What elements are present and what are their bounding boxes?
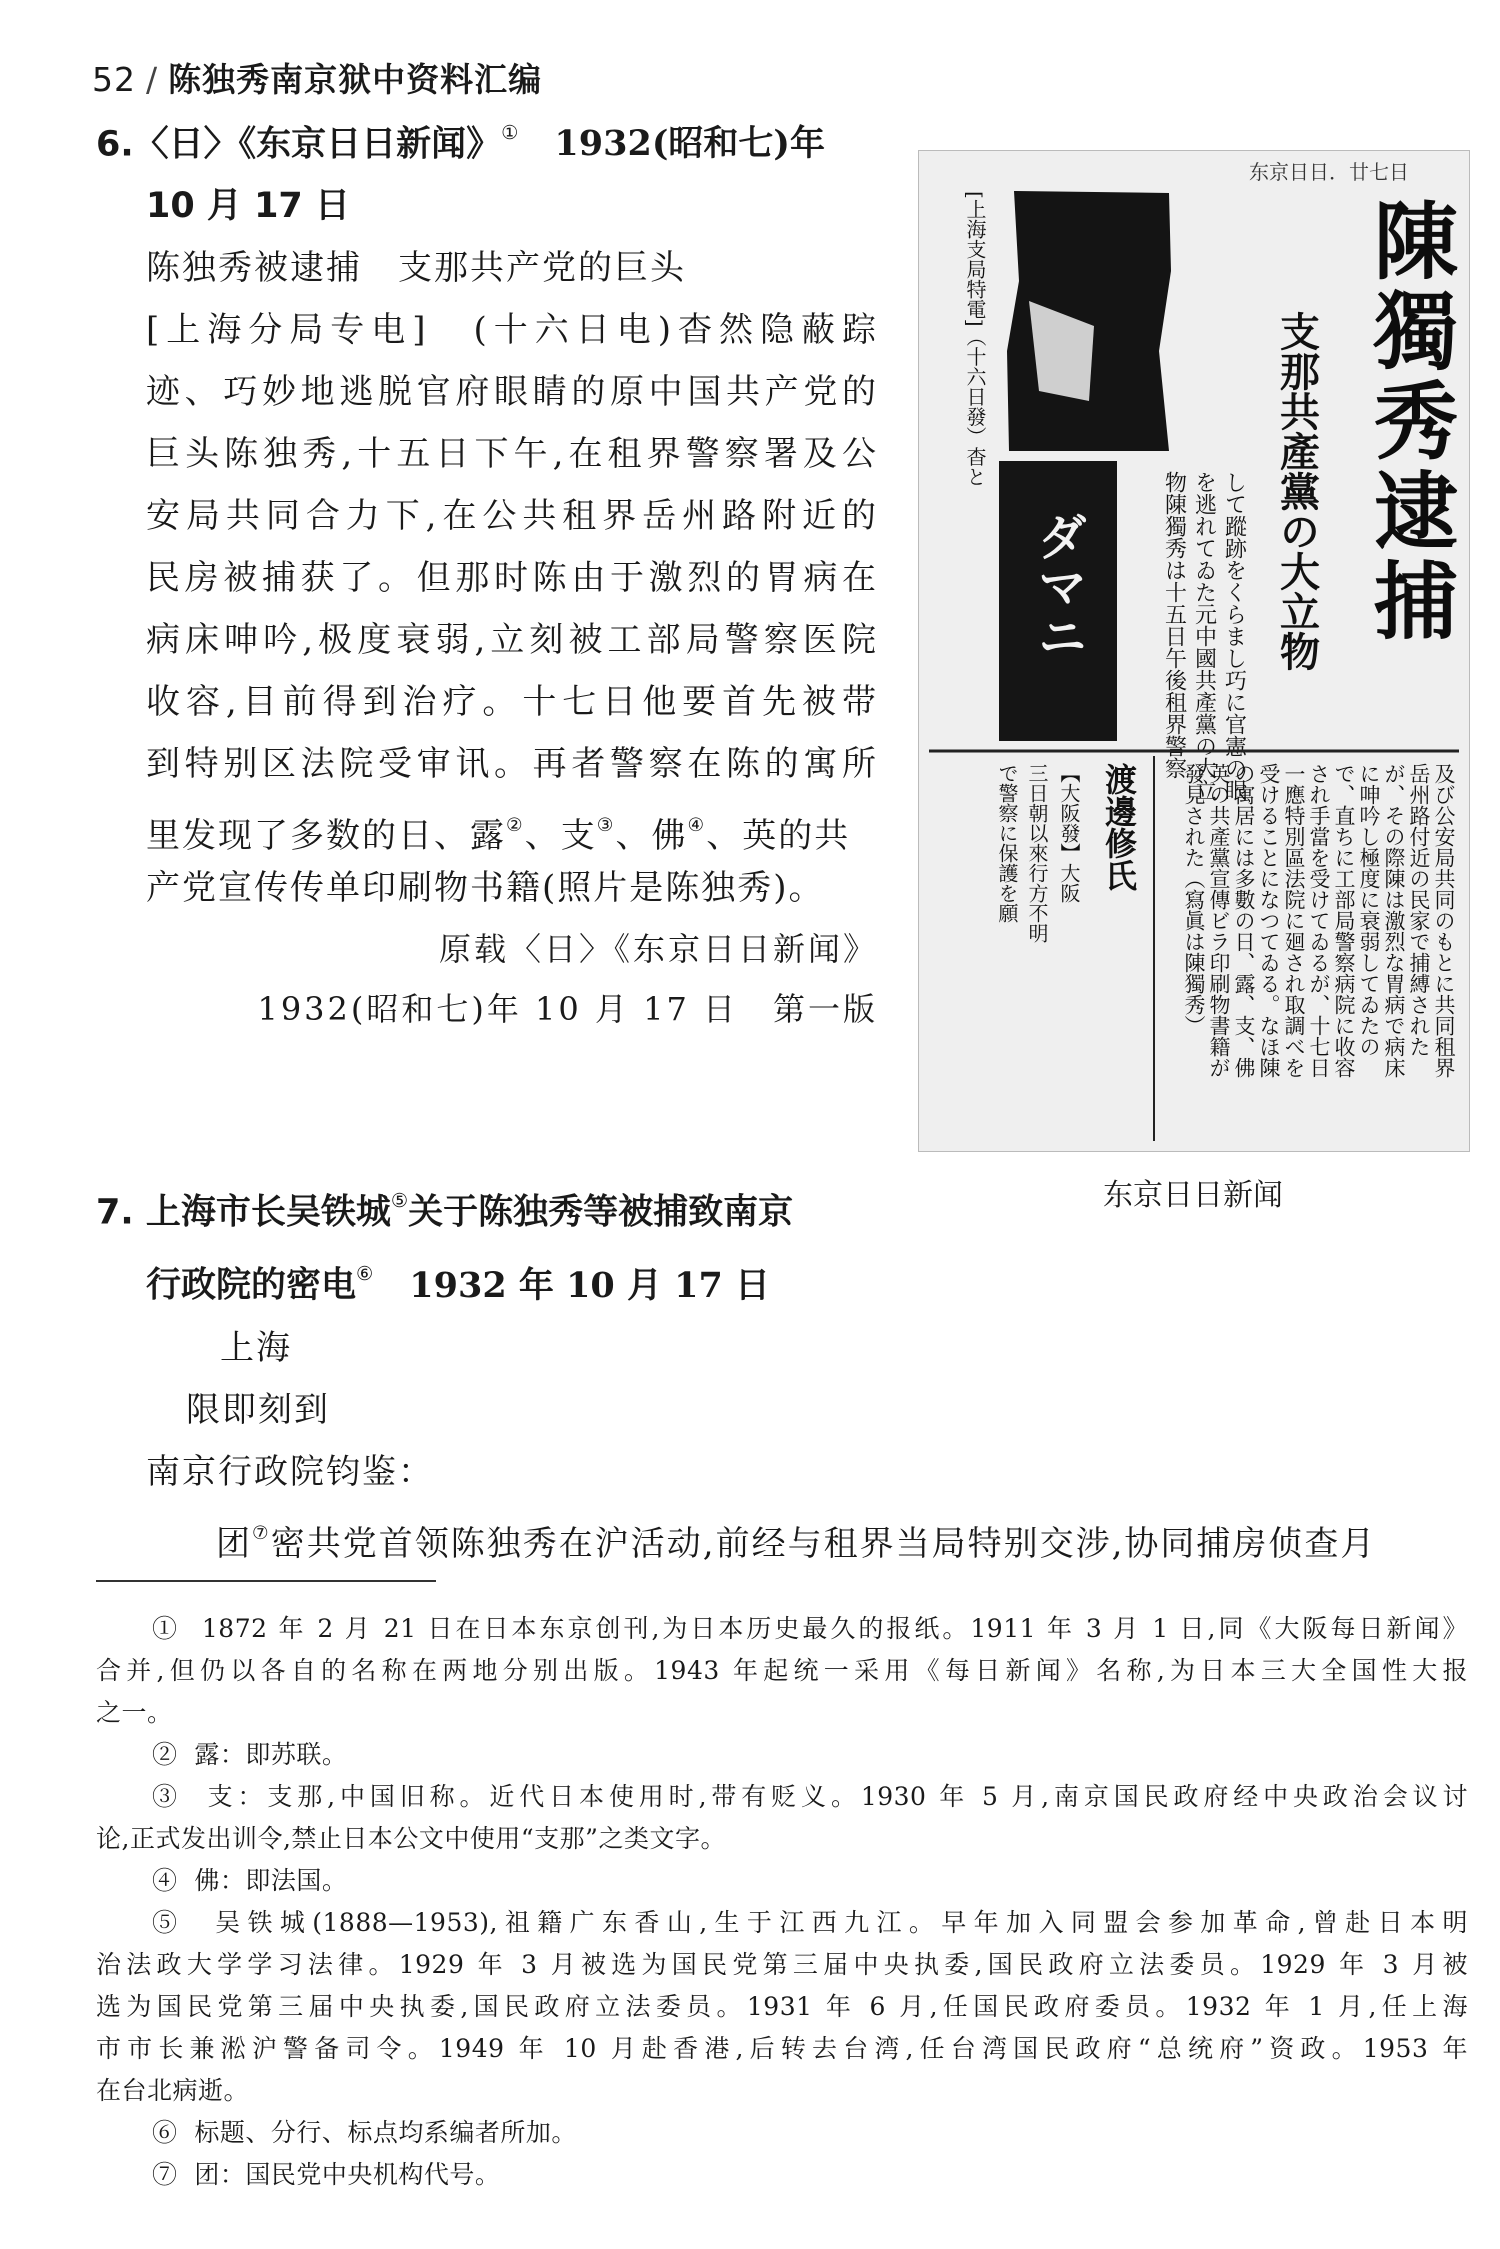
clipping-article-col: され手當を受けてゐるが、十七日 — [1307, 763, 1331, 1078]
footnote-ref-2: ② — [506, 815, 525, 837]
clipping-title-char: 逮 — [1374, 462, 1459, 561]
clipping-title — [1373, 192, 1458, 651]
clipping-article-col: が、その際陳は激烈な胃病で病床 — [1382, 763, 1406, 1078]
footnote-rule — [96, 1580, 436, 1582]
section-7-heading: 7. 上海市长吴铁城⑤关于陈独秀等被捕致南京 — [96, 1189, 794, 1233]
clipping-side-col: 【大阪發】大阪 — [1057, 763, 1081, 903]
body-line: 迹、巧妙地逃脱官府眼睛的原中国共产党的 — [146, 372, 878, 413]
footnote-mark: ⑦ — [152, 2160, 178, 2189]
footnote-mark: ③ — [152, 1782, 182, 1811]
source-note: 原载〈日〉《东京日日新闻》 — [438, 930, 878, 969]
body-line: 里发现了多数的日、露②、支③、佛④、英的共 — [146, 815, 851, 857]
body-line: 收容,目前得到治疗。十七日他要首先被带 — [146, 682, 878, 723]
body-line: 安局共同合力下,在公共租界岳州路附近的 — [146, 496, 878, 537]
clipping-side-col: で警察に保護を願 — [995, 763, 1019, 923]
clipping-article-col: 岳州路付近の民家で捕縛された — [1407, 763, 1431, 1057]
footnote-ref-6: ⑥ — [356, 1262, 374, 1286]
section-6 — [96, 102, 878, 1039]
clipping-subtitle: 支那共產黨の大立物 — [1273, 311, 1321, 671]
footnote-6: ⑥ 标题、分行、标点均系编者所加。 — [152, 2118, 577, 2147]
body-line: 巨头陈独秀,十五日下午,在租界警察署及公 — [146, 434, 878, 475]
body-line: 到特别区法院受审讯。再者警察在陈的寓所 — [146, 744, 878, 785]
section-7 — [96, 1170, 1476, 1565]
footnotes — [96, 1608, 1468, 2196]
clipping-side-col: 三日朝以來行方不明 — [1025, 763, 1049, 943]
clipping-article-col: で、直ちに工部局警察病院に收容 — [1332, 763, 1356, 1078]
clipping-article-col: の寓居には多數の日、露、支、佛 — [1232, 763, 1256, 1078]
section-7-heading-line2: 行政院的密电⑥ 1932 年 10 月 17 日 — [146, 1262, 771, 1306]
footnote-ref-4: ④ — [687, 815, 707, 837]
telegram-body — [96, 1317, 1476, 1565]
clipping-article-col: 及び公安局共同のもとに共同租界 — [1432, 763, 1456, 1078]
source-date: 1932(昭和七)年 10 月 17 日 第一版 — [257, 990, 878, 1029]
footnote-4: ④ 佛：即法国。 — [152, 1866, 348, 1895]
section-6-heading-date: 10 月 17 日 — [146, 186, 350, 227]
clipping-title-char: 秀 — [1374, 372, 1459, 471]
clipping-article-col: 一應特別區法院に廻され取調べを — [1282, 763, 1306, 1078]
clipping-title-char: 陳 — [1374, 192, 1459, 291]
running-head-separator: / — [146, 60, 159, 99]
clipping-lead-col: を逃れてゐた元中國共產黨の大立 — [1191, 471, 1217, 801]
footnote-ref-5: ⑤ — [390, 1189, 409, 1212]
section-6-body — [96, 237, 878, 919]
clipping-title-char: 捕 — [1374, 552, 1459, 651]
footnote-2: ② 露：即苏联。 — [152, 1740, 348, 1769]
clipping-lead-col: して蹤跡をくらまし巧に官憲の眼 — [1221, 471, 1247, 801]
footnote-5: ⑤ 吴铁城(1888—1953),祖籍广东香山,生于江西九江。早年加入同盟会参加革命,曾赴日本明 治法政大学学习法律。1929 年 3 月被选为国民党第三届中央执委,国民政府立法委员。1929 年 3 月被 选为国民党第三届中央执委,国民政府立法委员。1931 年 6 月,任国民政府委员。1932 年 1 月,任上海 市市长兼淞沪警备司令。1949 年 10 月赴香港,后转去台湾,任台湾国民政府“总统府”资政。1953 年 在台北病逝。 — [96, 1908, 1468, 2105]
section-6-heading: 6.〈日〉《东京日日新闻》① 1932(昭和七)年 — [96, 121, 825, 165]
clipping-title-char: 獨 — [1374, 282, 1459, 381]
clipping-article-col: に呻吟し極度に衰弱してゐたの — [1357, 763, 1381, 1057]
page-number: 52 — [92, 60, 136, 99]
telegram-urgency: 限即刻到 — [186, 1389, 330, 1430]
clipping-article-col: 英の共產黨宣傳ビラ印刷物書籍が — [1207, 763, 1231, 1078]
body-line: 病床呻吟,极度衰弱,立刻被工部局警察医院 — [146, 620, 878, 661]
footnote-mark: ⑥ — [152, 2118, 178, 2147]
footnote-1: ① 1872 年 2 月 21 日在日本东京创刊,为日本历史最久的报纸。1911 年 3 月 1 日,同《大阪每日新闻》 合并,但仍以各自的名称在两地分别出版。1943 年起统一采用《每日新闻》名称,为日本三大全国性大报 之一。 — [96, 1614, 1468, 1727]
body-line: [上海分局专电] (十六日电)杳然隐蔽踪 — [146, 310, 878, 351]
footnote-ref-7: ⑦ — [252, 1522, 271, 1544]
telegram-place: 上海 — [220, 1327, 292, 1368]
footnote-mark: ⑤ — [152, 1908, 185, 1937]
running-head — [92, 54, 542, 101]
footnote-ref-3: ③ — [596, 815, 616, 837]
clipping-dateline: [上海支局特電]（十六日發）杳と — [963, 191, 987, 487]
newspaper-clipping-image — [919, 151, 1469, 1151]
handwritten-note: 东京日日．廿七日 — [1249, 160, 1409, 184]
body-line: 产党宣传传单印刷物书籍(照片是陈独秀)。 — [146, 868, 825, 909]
book-title: 陈独秀南京狱中资料汇编 — [168, 60, 543, 99]
clipping-side-name: 渡邊修氏 — [1100, 763, 1138, 891]
telegram-addressee: 南京行政院钧鉴： — [146, 1451, 434, 1492]
newspaper-clipping — [918, 150, 1470, 1152]
clipping-article — [1182, 763, 1456, 1078]
body-line: 民房被捕获了。但那时陈由于激烈的胃病在 — [146, 558, 878, 599]
clipping-lead-col: 物陳獨秀は十五日午後租界警察 — [1161, 471, 1187, 779]
telegram-text: 团⑦密共党首领陈独秀在沪活动,前经与租界当局特别交涉,协同捕房侦查月 — [216, 1522, 1377, 1564]
footnote-3: ③ 支：支那,中国旧称。近代日本使用时,带有贬义。1930 年 5 月,南京国民政府经中央政治会议讨 论,正式发出训令,禁止日本公文中使用“支那”之类文字。 — [96, 1782, 1468, 1853]
footnote-mark: ① — [152, 1614, 180, 1643]
footnote-mark: ② — [152, 1740, 178, 1769]
clipping-article-col: 發見された（寫眞は陳獨秀） — [1182, 763, 1206, 1036]
clipping-caption: 东京日日新闻 — [1103, 1178, 1283, 1213]
advert-text: ダマニ — [1029, 511, 1089, 661]
clipping-article-col: 受けることになつてゐる。なほ陳 — [1257, 763, 1281, 1078]
footnote-7: ⑦ 团：国民党中央机构代号。 — [152, 2160, 501, 2189]
footnote-mark: ④ — [152, 1866, 178, 1895]
footnote-ref-1: ① — [501, 121, 519, 144]
article-headline: 陈独秀被逮捕 支那共产党的巨头 — [146, 248, 686, 289]
